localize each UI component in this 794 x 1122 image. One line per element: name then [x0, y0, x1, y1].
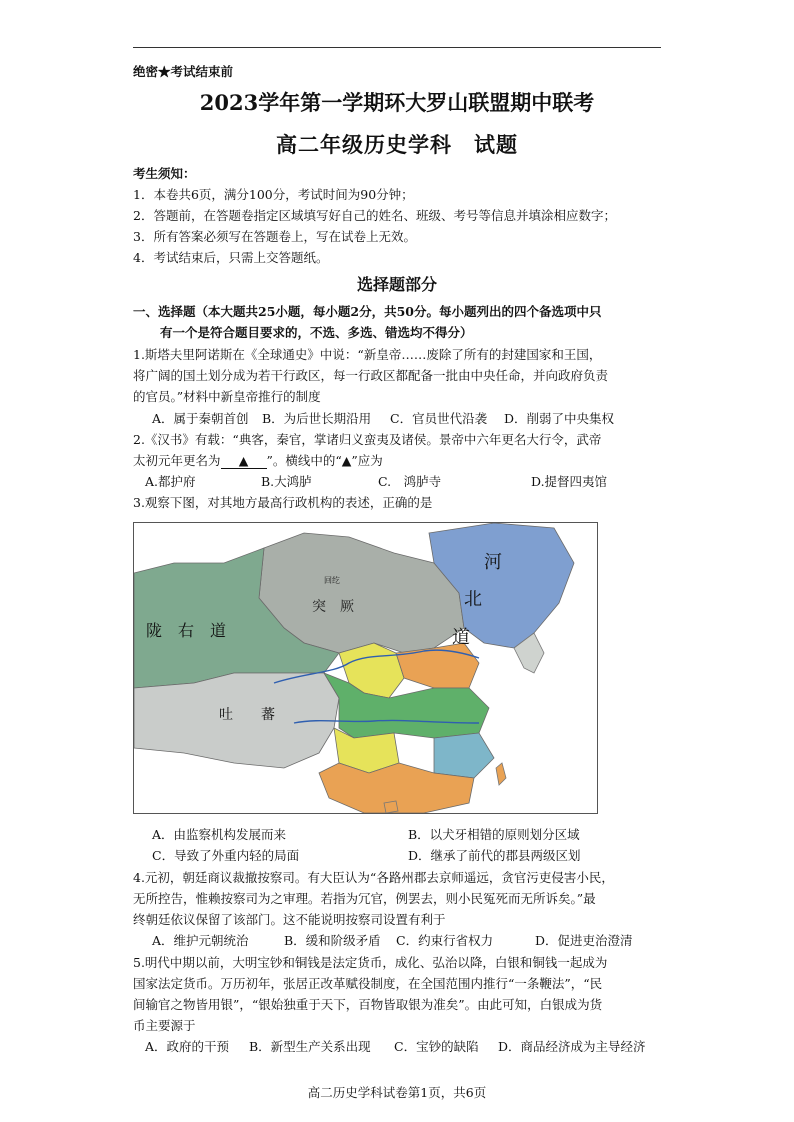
map-label-hebei-2: 北	[464, 589, 482, 610]
section-title: 选择题部分	[356, 275, 437, 294]
map-island-hainan	[384, 801, 398, 813]
map-label-hebei-3: 道	[452, 627, 470, 648]
q4-line: 终朝廷依议保留了该部门。这不能说明按察司设置有利于	[133, 912, 446, 927]
section1-line2: 有一个是符合题目要求的，不选、多选、错选均不得分）	[160, 325, 473, 340]
answer-blank: ▲	[221, 454, 267, 469]
q4-option-d: D．促进吏治澄清	[535, 933, 633, 948]
secret-label: 绝密★考试结束前	[133, 64, 234, 79]
map-svg	[134, 523, 597, 813]
map-label-hebei-1: 河	[484, 552, 502, 573]
q3-option-b: B．以犬牙相错的原则划分区域	[408, 827, 580, 842]
section1-line1: 一、选择题（本大题共25小题，每小题2分，共50分。每小题列出的四个备选项中只	[133, 304, 602, 319]
q5-line: 间输官之物皆用银”，“银始独重于天下，百物皆取银为准矣”。由此可知，白银成为货	[133, 997, 603, 1012]
q1-stem	[133, 344, 668, 407]
q2-line2-pre: 太初元年更名为	[133, 453, 221, 468]
tang-dynasty-map	[133, 522, 598, 814]
q2-option-b: B.大鸿胪	[261, 474, 312, 489]
q3-option-c: C．导致了外重内轻的局面	[152, 848, 300, 863]
q5-option-b: B．新型生产关系出现	[249, 1039, 371, 1054]
q3-option-a: A．由监察机构发展而来	[152, 827, 287, 842]
q1-line: 的官员。”材料中新皇帝推行的制度	[133, 389, 321, 404]
exam-subtitle: 高二年级历史学科 试题	[276, 132, 518, 157]
notice-item: 1．本卷共6页，满分100分，考试时间为90分钟；	[133, 187, 414, 202]
q2-stem	[133, 429, 668, 471]
q4-option-b: B．缓和阶级矛盾	[284, 933, 381, 948]
q2-option-d: D.提督四夷馆	[531, 474, 608, 489]
notice-item: 4．考试结束后，只需上交答题纸。	[133, 250, 329, 265]
q4-line: 无所控告，惟赖按察司为之审理。若指为冗官，例罢去，则小民冤死而无所诉矣。”最	[133, 891, 596, 906]
q3-stem: 3.观察下图，对其地方最高行政机构的表述，正确的是	[133, 495, 433, 510]
notice-block	[133, 163, 616, 268]
q5-option-d: D．商品经济成为主导经济	[498, 1039, 646, 1054]
q1-line: 将广阔的国土划分成为若干行政区，每一行政区都配备一批由中央任命，并向政府负责	[133, 368, 609, 383]
q1-option-b: B．为后世长期沿用	[262, 411, 372, 426]
q2-option-a: A.都护府	[145, 474, 196, 489]
q1-line: 1.斯塔夫里阿诺斯在《全球通史》中说：“新皇帝……废除了所有的封建国家和王国，	[133, 347, 602, 362]
q1-option-c: C．官员世代沿袭	[390, 411, 488, 426]
q2-line2	[133, 450, 668, 471]
notice-item: 3．所有答案必须写在答题卷上，写在试卷上无效。	[133, 229, 416, 244]
q4-option-c: C．约束行省权力	[396, 933, 494, 948]
q2-line2-post: ”。横线中的“▲”应为	[266, 453, 383, 468]
q5-line: 国家法定货币。万历初年，张居正改革赋役制度，在全国范围内推行“一条鞭法”，“民	[133, 976, 603, 991]
q1-option-a: A．属于秦朝首创	[152, 411, 249, 426]
q4-stem	[133, 867, 668, 930]
q1-option-d: D．削弱了中央集权	[504, 411, 615, 426]
header-rule	[133, 47, 661, 48]
exam-title: 2023学年第一学期环大罗山联盟期中联考	[199, 90, 595, 115]
q5-stem	[133, 952, 668, 1036]
map-label-huihe: 回纥	[324, 576, 340, 585]
page-footer: 高二历史学科试卷第1页，共6页	[307, 1085, 487, 1100]
notice-item: 2．答题前，在答题卷指定区域填写好自己的姓名、班级、考号等信息并填涂相应数字；	[133, 208, 616, 223]
q2-line1: 2.《汉书》有载：“典客，秦官，掌诸归义蛮夷及诸侯。景帝中六年更名大行令，武帝	[133, 432, 602, 447]
notice-heading: 考生须知：	[133, 166, 196, 181]
q5-line: 5.明代中期以前，大明宝钞和铜钱是法定货币，成化、弘治以降，白银和铜钱一起成为	[133, 955, 608, 970]
section1-instructions	[133, 301, 668, 343]
q5-option-c: C．宝钞的缺陷	[394, 1039, 479, 1054]
q2-option-c: C. 鸿胪寺	[378, 474, 442, 489]
q4-line: 4.元初，朝廷商议裁撤按察司。有大臣认为“各路州郡去京师遥远，贪官污吏侵害小民，	[133, 870, 614, 885]
q4-option-a: A．维护元朝统治	[152, 933, 249, 948]
q3-option-d: D．继承了前代的郡县两级区划	[408, 848, 581, 863]
q5-line: 币主要源于	[133, 1018, 196, 1033]
q5-option-a: A．政府的干预	[145, 1039, 230, 1054]
map-label-tubo: 吐 蕃	[219, 707, 275, 723]
map-label-tujue: 突 厥	[312, 599, 354, 615]
map-label-longyou: 陇 右 道	[146, 621, 227, 640]
